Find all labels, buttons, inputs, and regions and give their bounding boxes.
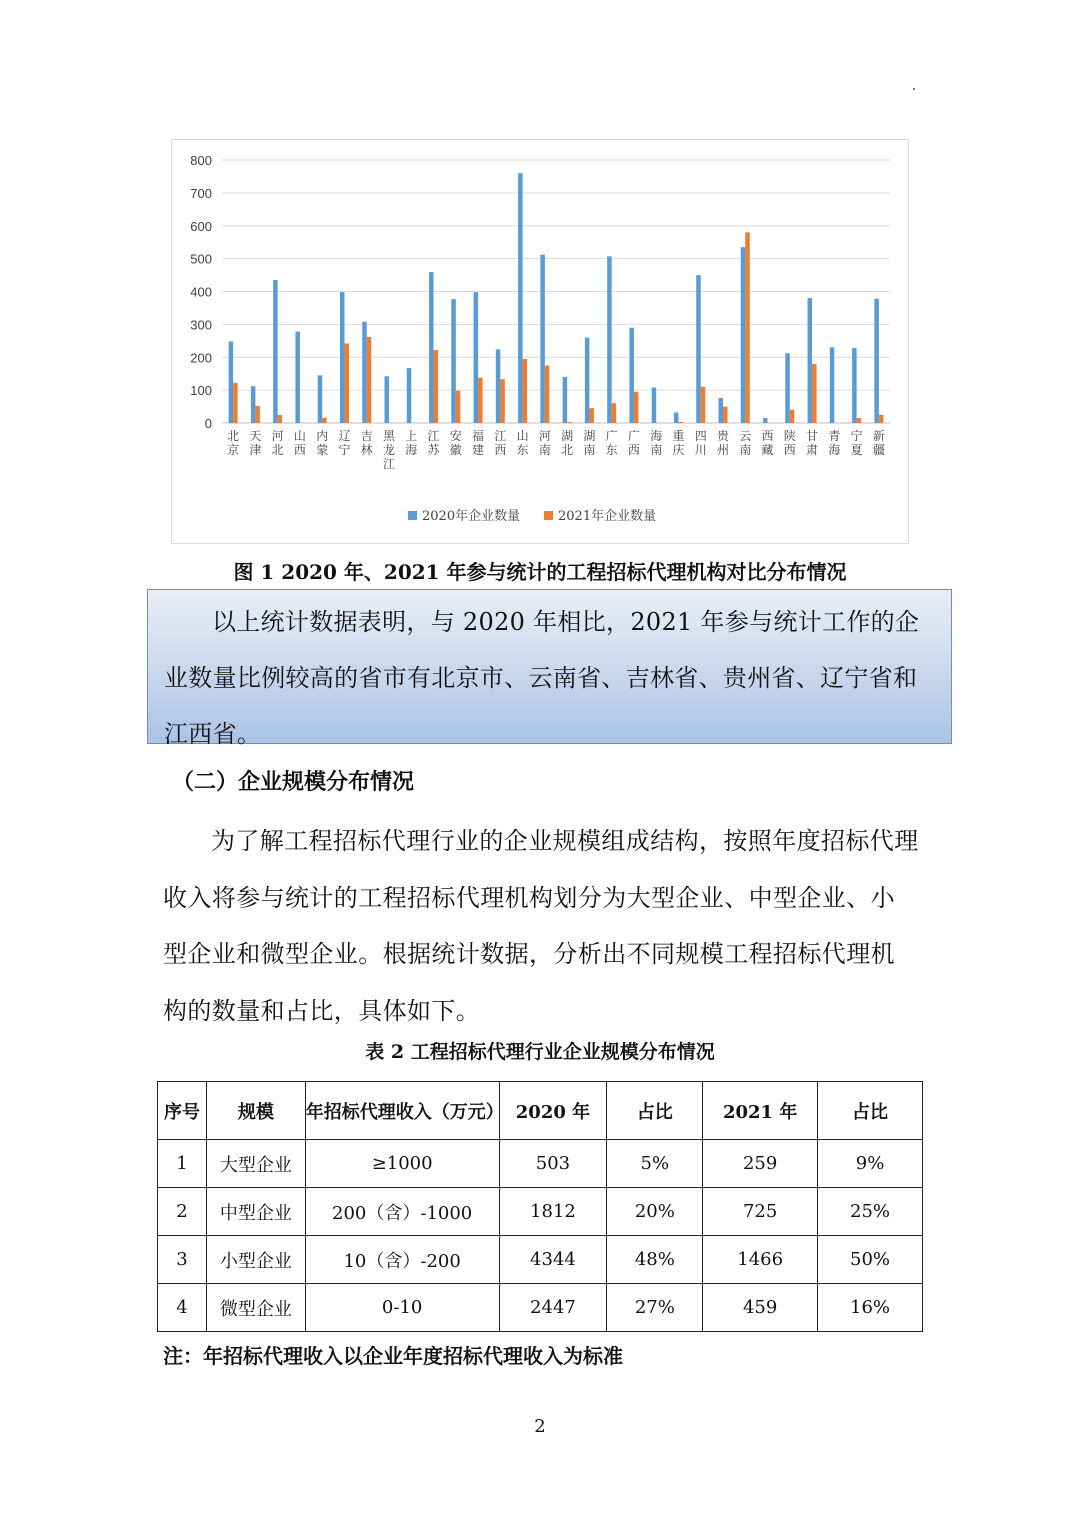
bar-2020	[540, 255, 545, 423]
bar-2020	[652, 387, 657, 423]
x-tick-label: 吉	[360, 429, 373, 443]
bar-2021	[545, 365, 550, 423]
highlight-callout	[147, 589, 952, 748]
bar-2021	[790, 410, 795, 423]
table-cell: 50%	[818, 1236, 923, 1284]
bar-2020	[852, 348, 857, 423]
bar-2020	[385, 376, 390, 423]
x-tick-label: 重	[672, 429, 685, 443]
bar-2021	[344, 343, 349, 423]
x-tick-label: 京	[227, 443, 240, 457]
bar-2020	[741, 247, 746, 423]
bar-2021	[857, 418, 862, 423]
table-cell: 1812	[499, 1188, 607, 1236]
x-tick-label: 内	[316, 429, 329, 443]
x-tick-label: 南	[739, 443, 752, 457]
y-tick-label: 0	[204, 416, 212, 431]
x-tick-label: 西	[761, 429, 774, 443]
table-cell: 3	[158, 1236, 207, 1284]
y-tick-label: 200	[190, 350, 212, 366]
body-paragraph: 为了解工程招标代理行业的企业规模组成结构，按照年度招标代理收入将参与统计的工程招标代理机构划分为大型企业、中型企业、小型企业和微型企业。根据统计数据，分析出不同规模工程招标代理机构的数量和占比，具体如下。	[163, 827, 919, 1025]
page-corner-mark	[913, 88, 915, 90]
x-tick-label: 四	[694, 429, 707, 443]
x-tick-label: 海	[650, 429, 663, 443]
table-cell: 725	[703, 1188, 818, 1236]
x-tick-label: 山	[293, 429, 306, 443]
table-cell: 10（含）-200	[305, 1236, 499, 1284]
x-tick-label: 新	[872, 429, 885, 443]
x-tick-label: 川	[694, 443, 707, 457]
bar-2020	[251, 386, 256, 423]
x-tick-label: 广	[605, 429, 618, 443]
x-tick-label: 北	[271, 443, 284, 457]
x-tick-label: 上	[405, 429, 418, 443]
table-cell: 1466	[703, 1236, 818, 1284]
bar-2021	[456, 391, 461, 423]
x-tick-label: 州	[716, 443, 730, 457]
bar-2021	[701, 387, 706, 423]
bar-2020	[874, 299, 879, 423]
header-cell: 占比	[607, 1082, 703, 1140]
bar-2021	[612, 403, 617, 423]
table-cell: 4344	[499, 1236, 607, 1284]
bar-2020	[429, 272, 434, 423]
table-cell: 1	[158, 1140, 207, 1188]
x-tick-label: 青	[828, 429, 841, 443]
legend-entry: 2020年企业数量	[422, 509, 521, 524]
table-cell: 27%	[607, 1284, 703, 1332]
table-cell: 459	[703, 1284, 818, 1332]
bar-2021	[879, 415, 884, 423]
bar-2020	[318, 375, 323, 423]
bar-2020	[496, 349, 501, 423]
x-tick-label: 西	[494, 443, 507, 457]
bar-2021	[812, 364, 817, 423]
legend-swatch	[544, 511, 553, 520]
x-tick-label: 北	[561, 443, 574, 457]
section-heading: （二）企业规模分布情况	[172, 769, 415, 795]
x-tick-label: 江	[427, 429, 440, 443]
x-tick-label: 山	[516, 429, 529, 443]
table-cell: ≥1000	[305, 1140, 499, 1188]
header-cell: 序号	[158, 1082, 207, 1140]
x-tick-label: 陕	[783, 429, 796, 443]
x-tick-label: 湖	[583, 429, 596, 443]
x-tick-label: 湖	[561, 429, 574, 443]
x-tick-label: 肃	[806, 443, 819, 457]
x-tick-label: 西	[293, 443, 306, 457]
table-cell: 4	[158, 1284, 207, 1332]
bar-2020	[719, 398, 724, 423]
bar-2020	[785, 353, 790, 423]
bar-2020	[295, 332, 300, 423]
x-tick-label: 徽	[449, 443, 462, 457]
bar-2021	[634, 392, 639, 423]
x-tick-label: 黑	[382, 429, 396, 443]
table-cell: 503	[499, 1140, 607, 1188]
header-cell: 2020 年	[499, 1082, 607, 1140]
bar-2021	[523, 359, 528, 423]
x-tick-label: 南	[650, 443, 663, 457]
x-tick-label: 南	[583, 443, 596, 457]
y-tick-label: 500	[190, 251, 212, 267]
x-tick-label: 江	[382, 457, 396, 471]
table-cell: 2447	[499, 1284, 607, 1332]
x-tick-label: 北	[227, 429, 240, 443]
bar-2021	[567, 422, 572, 423]
x-tick-label: 南	[538, 443, 551, 457]
table-cell: 25%	[818, 1188, 923, 1236]
bar-2021	[367, 337, 372, 423]
x-tick-label: 夏	[850, 443, 863, 457]
x-tick-label: 藏	[761, 443, 774, 457]
x-tick-label: 苏	[427, 443, 440, 457]
header-cell: 年招标代理收入（万元）	[305, 1082, 499, 1140]
bar-2020	[273, 280, 278, 423]
x-tick-label: 云	[739, 429, 752, 443]
bar-2020	[229, 341, 234, 423]
x-tick-label: 天	[249, 429, 262, 443]
x-tick-label: 宁	[338, 443, 351, 457]
table-cell: 0-10	[305, 1284, 499, 1332]
bar-2020	[518, 173, 523, 423]
bar-2021	[233, 383, 238, 423]
bar-2021	[678, 422, 683, 423]
x-tick-label: 安	[449, 429, 462, 443]
bar-chart	[171, 139, 909, 544]
y-tick-label: 300	[190, 317, 212, 333]
page-number: 2	[534, 1416, 546, 1437]
bar-2021	[278, 415, 283, 423]
table-row	[158, 1140, 923, 1188]
x-tick-label: 河	[538, 429, 551, 443]
x-tick-label: 建	[472, 443, 485, 457]
x-tick-label: 甘	[806, 429, 819, 443]
table-header-row	[158, 1082, 923, 1140]
table-cell: 小型企业	[206, 1236, 305, 1284]
x-tick-label: 福	[472, 429, 485, 443]
bar-2020	[474, 292, 479, 423]
callout-text: 以上统计数据表明，与 2020 年相比，2021 年参与统计工作的企业数量比例较高的省市有北京市、云南省、吉林省、贵州省、辽宁省和江西省。	[164, 608, 920, 748]
figure-caption: 图 1 2020 年、2021 年参与统计的工程招标代理机构对比分布情况	[233, 560, 847, 584]
bar-2020	[763, 418, 768, 423]
x-tick-label: 河	[271, 429, 284, 443]
x-tick-label: 海	[828, 443, 841, 457]
bar-2020	[808, 298, 813, 423]
table-cell: 16%	[818, 1284, 923, 1332]
header-cell: 2021 年	[703, 1082, 818, 1140]
legend-entry: 2021年企业数量	[558, 509, 657, 524]
table-cell: 20%	[607, 1188, 703, 1236]
x-tick-label: 东	[516, 443, 529, 457]
bar-2021	[500, 379, 505, 423]
table-cell: 微型企业	[206, 1284, 305, 1332]
bar-2020	[629, 328, 634, 423]
legend-swatch	[408, 511, 417, 520]
x-tick-label: 林	[360, 443, 373, 457]
x-tick-label: 东	[605, 443, 618, 457]
x-tick-label: 西	[783, 443, 796, 457]
x-tick-label: 龙	[382, 443, 396, 457]
bar-2020	[563, 377, 568, 423]
bar-2021	[434, 350, 439, 423]
bar-2021	[322, 418, 327, 423]
table-cell: 5%	[607, 1140, 703, 1188]
bar-2020	[340, 292, 345, 423]
x-tick-label: 贵	[716, 429, 730, 443]
x-tick-label: 西	[627, 443, 640, 457]
table-row	[158, 1188, 923, 1236]
bar-2020	[451, 299, 456, 423]
x-tick-label: 津	[249, 443, 262, 457]
x-tick-label: 海	[405, 443, 418, 457]
x-tick-label: 辽	[338, 429, 351, 443]
header-cell: 占比	[818, 1082, 923, 1140]
y-tick-label: 100	[190, 383, 212, 399]
table-cell: 259	[703, 1140, 818, 1188]
x-tick-label: 庆	[672, 443, 685, 457]
bar-2020	[607, 256, 612, 423]
x-tick-label: 江	[494, 429, 507, 443]
y-tick-label: 700	[190, 185, 212, 201]
table-row	[158, 1284, 923, 1332]
table-caption: 表 2 工程招标代理行业企业规模分布情况	[365, 1041, 715, 1063]
table-cell: 中型企业	[206, 1188, 305, 1236]
bar-2021	[589, 408, 594, 423]
bar-2020	[585, 338, 590, 423]
y-tick-label: 800	[190, 153, 212, 168]
bar-2021	[255, 406, 260, 423]
scale-distribution-table	[157, 1081, 923, 1332]
bar-2020	[407, 368, 412, 423]
table-cell: 200（含）-1000	[305, 1188, 499, 1236]
table-cell: 2	[158, 1188, 207, 1236]
x-tick-label: 疆	[872, 443, 885, 457]
table-note: 注：年招标代理收入以企业年度招标代理收入为标准	[163, 1344, 623, 1368]
y-tick-label: 400	[190, 284, 212, 300]
bar-2021	[478, 378, 483, 423]
bar-2021	[745, 232, 750, 423]
bar-2020	[362, 322, 367, 423]
y-tick-label: 600	[190, 218, 212, 234]
header-cell: 规模	[206, 1082, 305, 1140]
table-row	[158, 1236, 923, 1284]
table-cell: 48%	[607, 1236, 703, 1284]
bar-2020	[674, 412, 679, 423]
table-cell: 9%	[818, 1140, 923, 1188]
x-tick-label: 宁	[850, 429, 863, 443]
table-cell: 大型企业	[206, 1140, 305, 1188]
bar-2021	[723, 407, 728, 423]
bar-2020	[830, 347, 835, 423]
x-tick-label: 广	[627, 429, 640, 443]
x-tick-label: 蒙	[316, 443, 329, 457]
bar-2020	[696, 275, 701, 423]
